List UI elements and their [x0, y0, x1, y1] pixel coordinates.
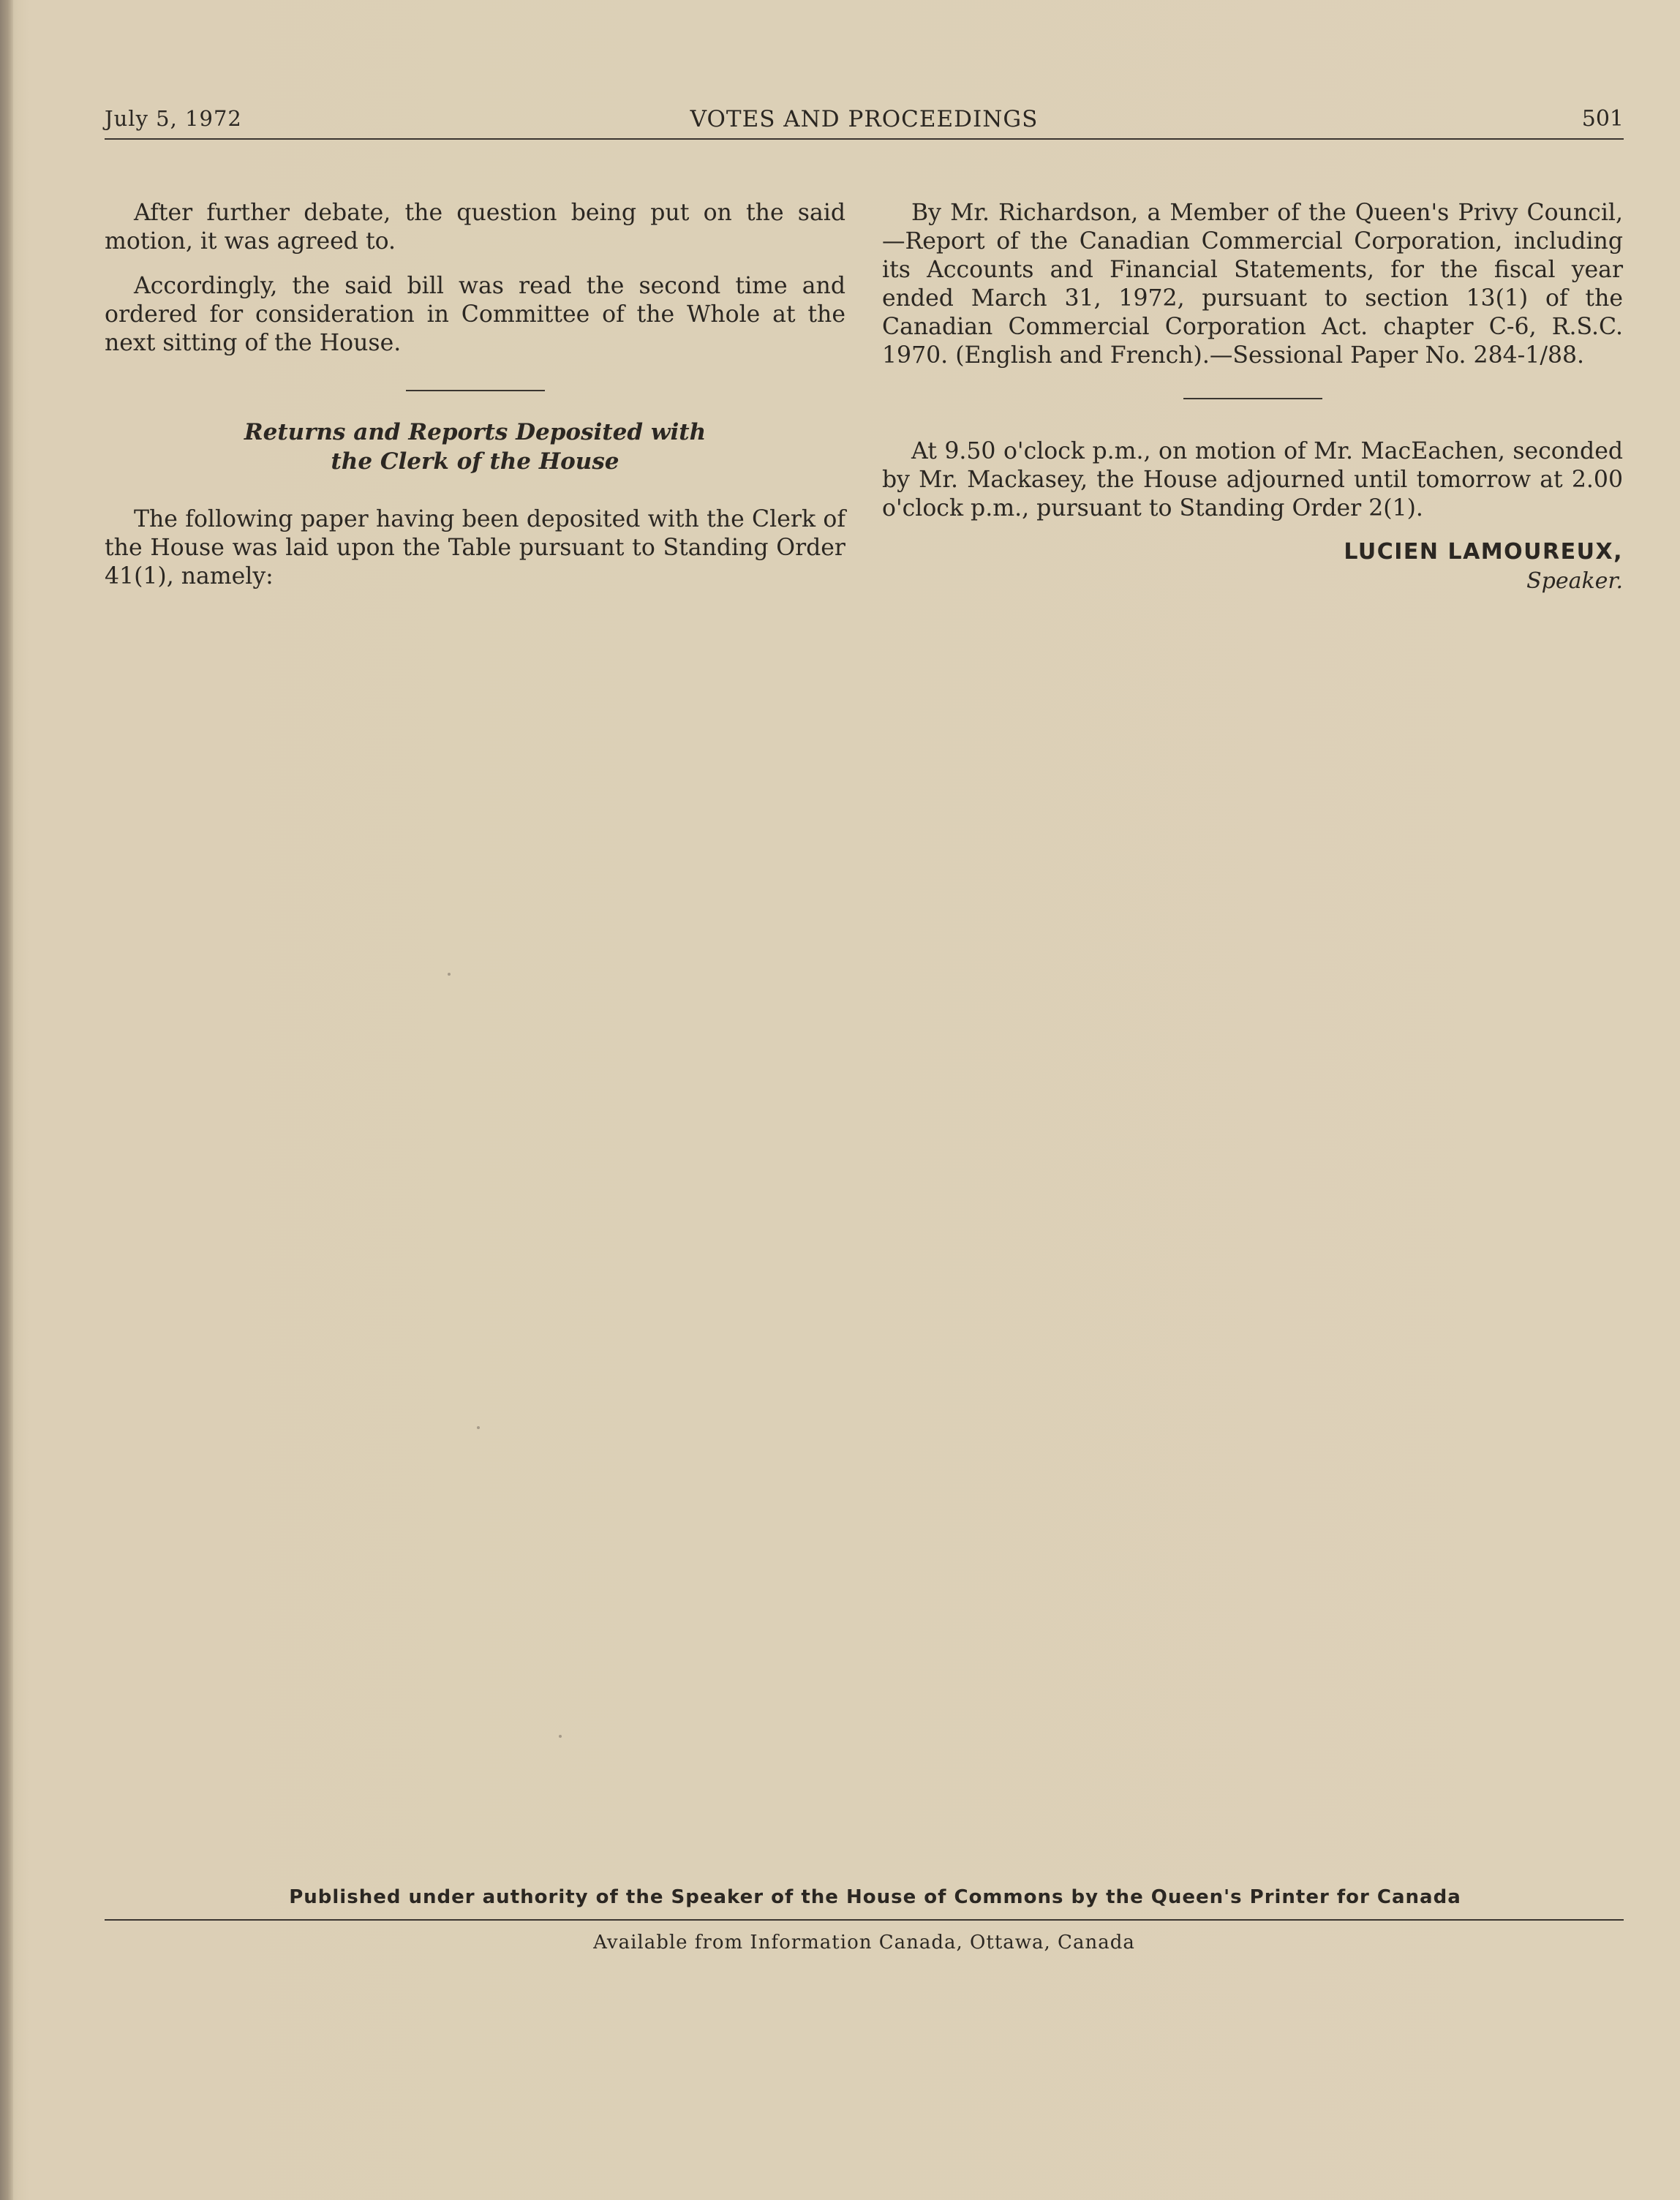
signature-block: [882, 538, 1623, 596]
imprint-authority: Published under authority of the Speaker of the House of Commons by the Queen's Printer for Canada: [289, 1886, 1461, 1908]
header-date: July 5, 1972: [105, 106, 242, 131]
binding-edge: [0, 0, 13, 2200]
imprint-availability: Available from Information Canada, Ottawa, Canada: [593, 1932, 1135, 1954]
paper-speck: [448, 973, 451, 976]
paper-speck: [477, 1426, 480, 1429]
paragraph-sessional-paper: By Mr. Richardson, a Member of the Queen's Privy Council,—Report of the Canadian Commercial Corporation, including its Accounts and Financial Statements, for the fiscal year ended March 31, 1972, pursuant to section 13(1) of the Canadian Commercial Corporation Act. chapter C-6, R.S.C. 1970. (English and French).—Sessional Paper No. 284-1/88.: [882, 200, 1623, 369]
section-heading-line-1: Returns and Reports Deposited with: [244, 419, 707, 445]
right-column: [882, 199, 1623, 596]
running-header: [105, 105, 1624, 140]
imprint: [105, 1878, 1624, 1962]
speaker-title: Speaker.: [1526, 568, 1623, 594]
paragraph-paper-deposited: The following paper having been deposited with the Clerk of the House was laid upon the Table pursuant to Standing Order 41(1), namely:: [105, 506, 845, 589]
section-heading-line-2: the Clerk of the House: [331, 448, 619, 475]
paragraph-second-reading: Accordingly, the said bill was read the second time and ordered for consideration in Committee of the Whole at the next sitting of the House.: [105, 273, 845, 356]
paper-speck: [559, 1735, 562, 1738]
section-heading: [105, 418, 845, 476]
header-title: VOTES AND PROCEEDINGS: [690, 106, 1039, 132]
paragraph-debate-result: After further debate, the question being put on the said motion, it was agreed to.: [105, 200, 845, 255]
speaker-name: LUCIEN LAMOUREUX,: [1344, 539, 1623, 565]
page-number: 501: [1581, 106, 1624, 132]
left-column: [105, 199, 845, 591]
imprint-rule: [105, 1919, 1624, 1921]
paragraph-adjournment: At 9.50 o'clock p.m., on motion of Mr. MacEachen, seconded by Mr. Mackasey, the House adjourned until tomorrow at 2.00 o'clock p.m., pursuant to Standing Order 2(1).: [882, 438, 1623, 521]
